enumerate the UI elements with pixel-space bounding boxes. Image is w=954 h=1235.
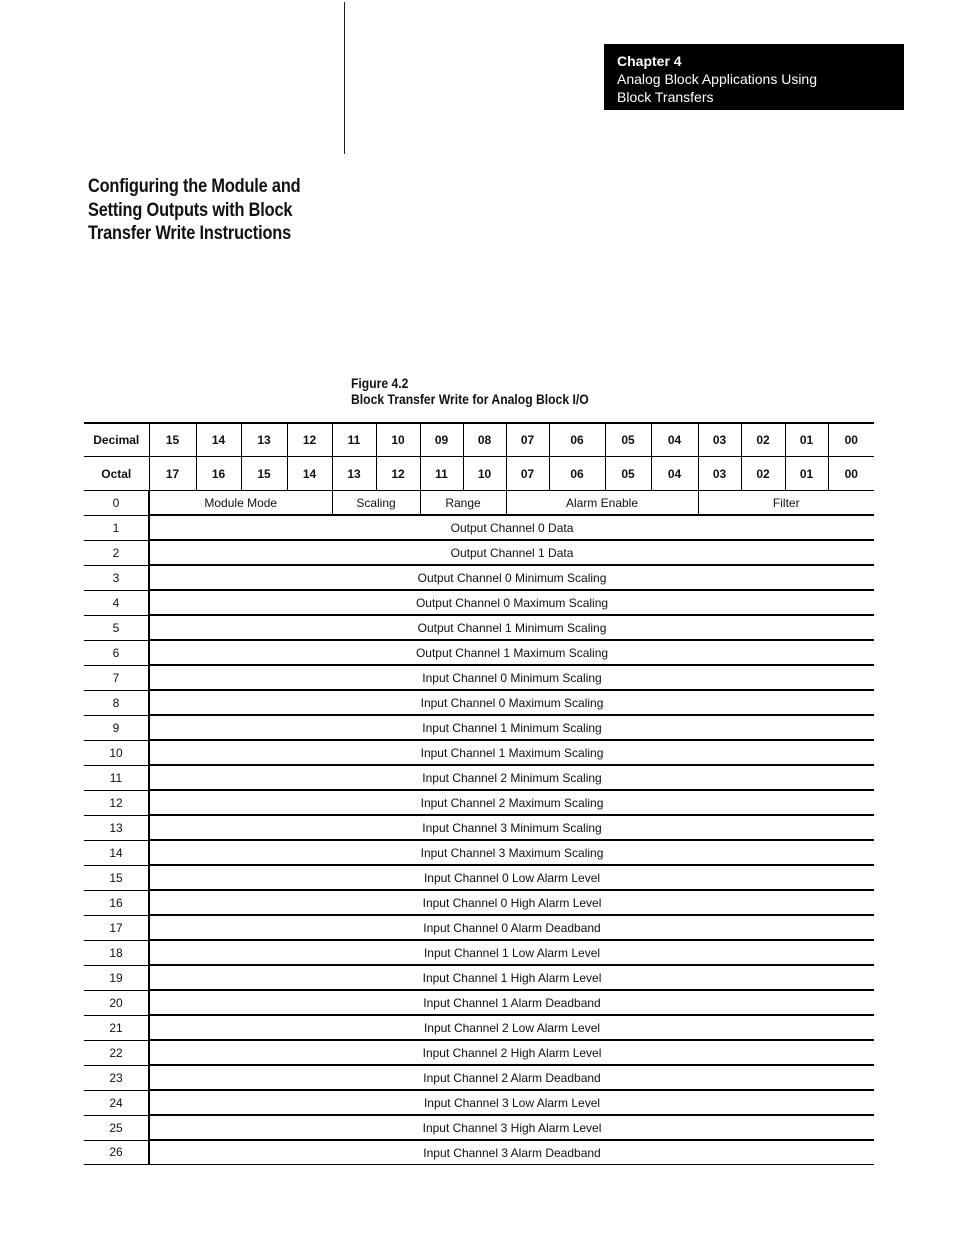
word-index: 16 xyxy=(84,890,149,915)
word-index: 2 xyxy=(84,540,149,565)
word-description: Output Channel 1 Data xyxy=(149,540,874,565)
word-index: 7 xyxy=(84,665,149,690)
octal-header-row xyxy=(84,457,874,491)
decimal-bit-cell: 05 xyxy=(605,423,651,457)
word-row xyxy=(84,665,874,690)
octal-bit-cell: 01 xyxy=(785,457,828,491)
word-index: 14 xyxy=(84,840,149,865)
decimal-bit-cell: 00 xyxy=(828,423,874,457)
decimal-bit-cell: 06 xyxy=(549,423,605,457)
word-row xyxy=(84,1140,874,1165)
word-index: 1 xyxy=(84,515,149,540)
word-description: Output Channel 1 Maximum Scaling xyxy=(149,640,874,665)
margin-rule xyxy=(344,2,345,154)
section-title-line-1: Configuring the Module and xyxy=(88,176,301,197)
word-row xyxy=(84,865,874,890)
word-row xyxy=(84,890,874,915)
word-description: Input Channel 3 Alarm Deadband xyxy=(149,1140,874,1165)
word-description: Input Channel 2 Maximum Scaling xyxy=(149,790,874,815)
octal-bit-cell: 16 xyxy=(196,457,241,491)
word-index: 4 xyxy=(84,590,149,615)
octal-bit-cell: 11 xyxy=(420,457,463,491)
decimal-bit-cell: 15 xyxy=(149,423,196,457)
word-index: 17 xyxy=(84,915,149,940)
decimal-label: Decimal xyxy=(84,423,149,457)
word-row xyxy=(84,1015,874,1040)
field-alarm-enable: Alarm Enable xyxy=(506,491,698,516)
word-description: Input Channel 3 Maximum Scaling xyxy=(149,840,874,865)
field-range: Range xyxy=(420,491,506,516)
chapter-header-box xyxy=(604,44,904,110)
word-0-row xyxy=(84,491,874,516)
figure-caption xyxy=(351,376,589,408)
decimal-bit-cell: 03 xyxy=(698,423,741,457)
decimal-bit-cell: 10 xyxy=(376,423,420,457)
word-index: 15 xyxy=(84,865,149,890)
field-filter: Filter xyxy=(698,491,874,516)
octal-bit-cell: 15 xyxy=(241,457,287,491)
word-row xyxy=(84,840,874,865)
figure-title: Block Transfer Write for Analog Block I/O xyxy=(351,392,589,407)
octal-bit-cell: 07 xyxy=(506,457,549,491)
word-description: Input Channel 0 Maximum Scaling xyxy=(149,690,874,715)
octal-bit-cell: 00 xyxy=(828,457,874,491)
word-description: Input Channel 1 Minimum Scaling xyxy=(149,715,874,740)
octal-bit-cell: 12 xyxy=(376,457,420,491)
octal-bit-cell: 04 xyxy=(651,457,698,491)
figure-number: Figure 4.2 xyxy=(351,376,409,391)
word-index: 18 xyxy=(84,940,149,965)
word-row xyxy=(84,640,874,665)
word-index: 26 xyxy=(84,1140,149,1165)
word-row xyxy=(84,565,874,590)
word-description: Input Channel 3 High Alarm Level xyxy=(149,1115,874,1140)
octal-bit-cell: 17 xyxy=(149,457,196,491)
word-index: 3 xyxy=(84,565,149,590)
word-row xyxy=(84,765,874,790)
word-row xyxy=(84,965,874,990)
word-index: 5 xyxy=(84,615,149,640)
section-title-line-2: Setting Outputs with Block xyxy=(88,199,293,221)
word-index: 13 xyxy=(84,815,149,840)
decimal-bit-cell: 02 xyxy=(741,423,785,457)
octal-bit-cell: 14 xyxy=(287,457,332,491)
word-index: 9 xyxy=(84,715,149,740)
word-description: Input Channel 1 Maximum Scaling xyxy=(149,740,874,765)
decimal-bit-cell: 07 xyxy=(506,423,549,457)
word-row xyxy=(84,1090,874,1115)
word-index: 21 xyxy=(84,1015,149,1040)
decimal-bit-cell: 14 xyxy=(196,423,241,457)
word-index: 25 xyxy=(84,1115,149,1140)
octal-bit-cell: 05 xyxy=(605,457,651,491)
word-description: Output Channel 0 Maximum Scaling xyxy=(149,590,874,615)
word-row xyxy=(84,1115,874,1140)
word-index: 23 xyxy=(84,1065,149,1090)
word-index: 0 xyxy=(84,491,149,516)
word-index: 12 xyxy=(84,790,149,815)
word-row xyxy=(84,1040,874,1065)
decimal-bit-cell: 04 xyxy=(651,423,698,457)
word-description: Output Channel 0 Minimum Scaling xyxy=(149,565,874,590)
word-description: Input Channel 3 Minimum Scaling xyxy=(149,815,874,840)
word-description: Input Channel 0 Alarm Deadband xyxy=(149,915,874,940)
chapter-title-line-1: Analog Block Applications Using xyxy=(617,71,818,87)
word-index: 10 xyxy=(84,740,149,765)
decimal-bit-cell: 12 xyxy=(287,423,332,457)
word-description: Input Channel 2 Alarm Deadband xyxy=(149,1065,874,1090)
word-row xyxy=(84,990,874,1015)
section-title xyxy=(88,175,303,246)
word-description: Input Channel 1 Alarm Deadband xyxy=(149,990,874,1015)
word-row xyxy=(84,915,874,940)
octal-bit-cell: 10 xyxy=(463,457,506,491)
word-description: Input Channel 1 High Alarm Level xyxy=(149,965,874,990)
octal-bit-cell: 03 xyxy=(698,457,741,491)
word-description: Input Channel 1 Low Alarm Level xyxy=(149,940,874,965)
word-row xyxy=(84,815,874,840)
word-row xyxy=(84,690,874,715)
word-index: 8 xyxy=(84,690,149,715)
word-row xyxy=(84,740,874,765)
word-index: 6 xyxy=(84,640,149,665)
block-transfer-write-table xyxy=(84,422,874,1165)
octal-bit-cell: 02 xyxy=(741,457,785,491)
field-scaling: Scaling xyxy=(332,491,420,516)
section-title-line-3: Transfer Write Instructions xyxy=(88,223,291,244)
chapter-number: Chapter 4 xyxy=(617,53,682,69)
word-index: 19 xyxy=(84,965,149,990)
word-description: Input Channel 0 Low Alarm Level xyxy=(149,865,874,890)
octal-bit-cell: 13 xyxy=(332,457,376,491)
word-description: Input Channel 2 Minimum Scaling xyxy=(149,765,874,790)
word-description: Output Channel 1 Minimum Scaling xyxy=(149,615,874,640)
word-description: Input Channel 0 High Alarm Level xyxy=(149,890,874,915)
word-row xyxy=(84,615,874,640)
word-description: Output Channel 0 Data xyxy=(149,515,874,540)
decimal-bit-cell: 09 xyxy=(420,423,463,457)
octal-label: Octal xyxy=(84,457,149,491)
chapter-title-line-2: Block Transfers xyxy=(617,89,714,105)
word-row xyxy=(84,1065,874,1090)
field-module-mode: Module Mode xyxy=(149,491,332,516)
word-index: 20 xyxy=(84,990,149,1015)
word-row xyxy=(84,590,874,615)
word-description: Input Channel 2 High Alarm Level xyxy=(149,1040,874,1065)
word-row xyxy=(84,715,874,740)
word-index: 22 xyxy=(84,1040,149,1065)
decimal-header-row xyxy=(84,423,874,457)
decimal-bit-cell: 01 xyxy=(785,423,828,457)
decimal-bit-cell: 13 xyxy=(241,423,287,457)
word-row xyxy=(84,540,874,565)
word-row xyxy=(84,940,874,965)
word-index: 24 xyxy=(84,1090,149,1115)
word-description: Input Channel 3 Low Alarm Level xyxy=(149,1090,874,1115)
word-description: Input Channel 0 Minimum Scaling xyxy=(149,665,874,690)
word-index: 11 xyxy=(84,765,149,790)
octal-bit-cell: 06 xyxy=(549,457,605,491)
decimal-bit-cell: 11 xyxy=(332,423,376,457)
decimal-bit-cell: 08 xyxy=(463,423,506,457)
word-description: Input Channel 2 Low Alarm Level xyxy=(149,1015,874,1040)
word-row xyxy=(84,790,874,815)
word-row xyxy=(84,515,874,540)
